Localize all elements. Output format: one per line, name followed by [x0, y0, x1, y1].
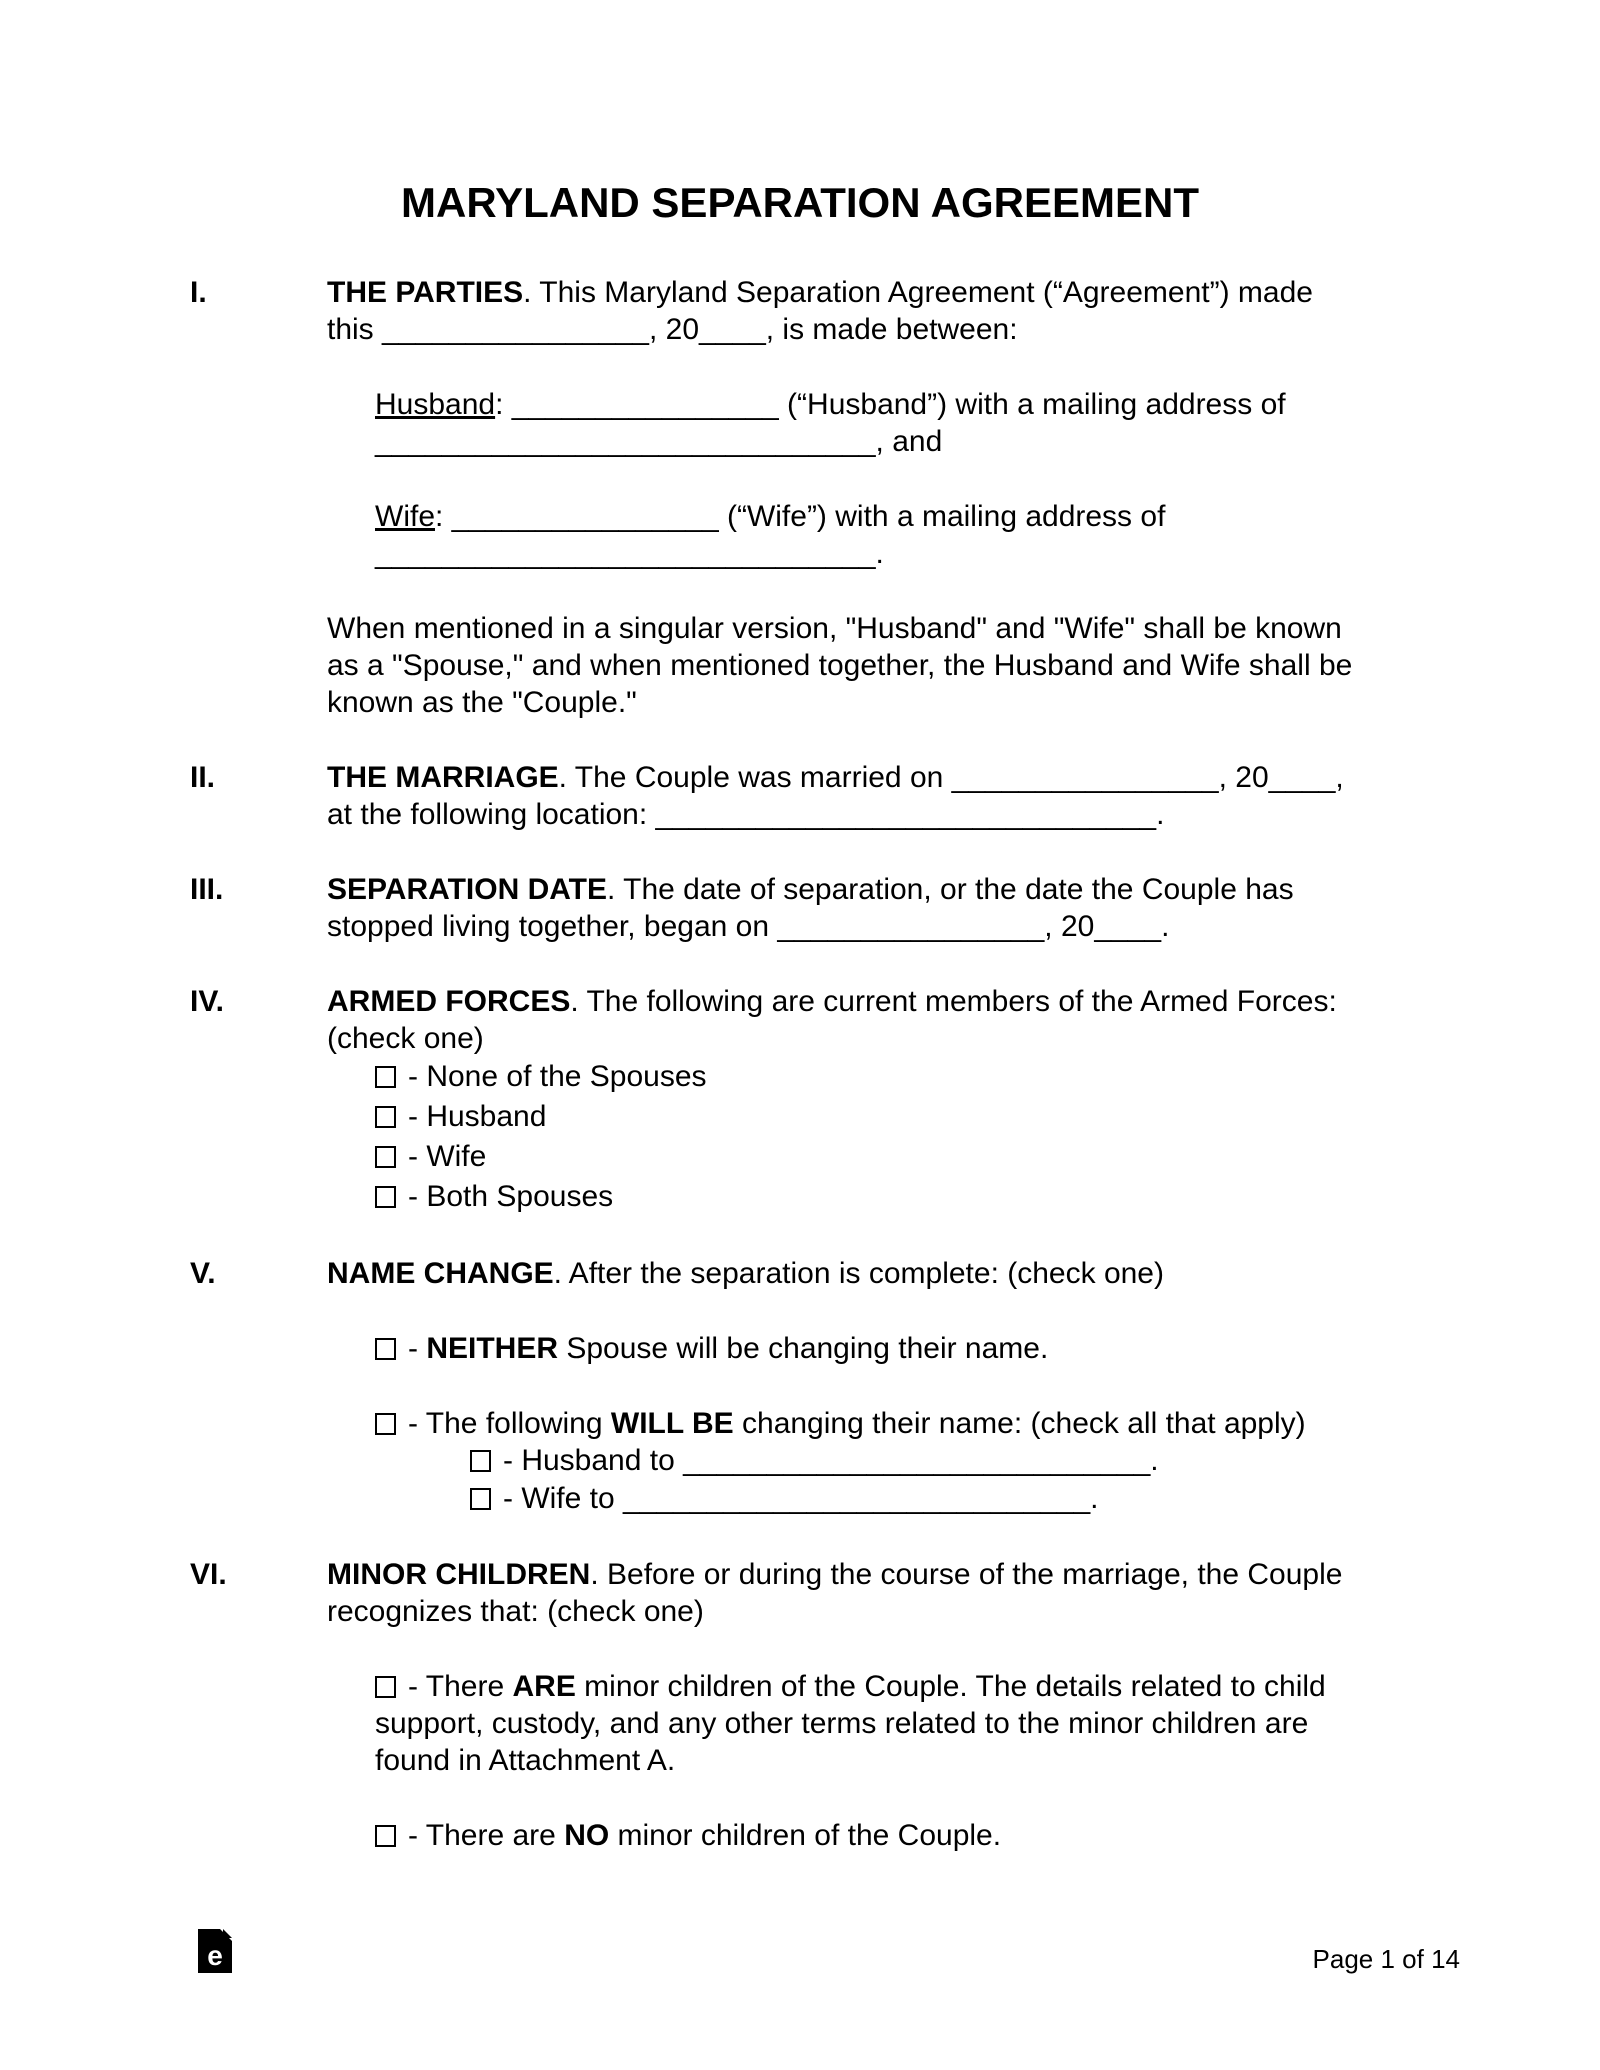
checkbox-icon[interactable] — [375, 1676, 396, 1698]
eforms-logo-letter: e — [207, 1940, 223, 1971]
name-change-line1: . After the separation is complete: (check one) — [553, 1257, 1164, 1290]
checkbox-icon[interactable] — [375, 1146, 396, 1168]
husband-label: Husband — [375, 388, 496, 421]
section-numeral-parties: I. — [190, 276, 207, 309]
spouse-note-line1: When mentioned in a singular version, "Husband" and "Wife" shall be known — [327, 612, 1342, 645]
armed-forces-option-both — [375, 1177, 1410, 1217]
armed-forces-heading: ARMED FORCES — [327, 985, 571, 1018]
armed-forces-option-both-label: - Both Spouses — [408, 1180, 614, 1213]
neither-bold: NEITHER — [426, 1332, 559, 1365]
checkbox-icon[interactable] — [375, 1413, 396, 1435]
parties-intro-line2: this ________________, 20____, is made between: — [327, 313, 1018, 346]
parties-intro-paragraph — [327, 274, 1410, 348]
marriage-line2: at the following location: ______________________________. — [327, 798, 1165, 831]
checkbox-icon[interactable] — [470, 1450, 491, 1472]
husband-clause-line2: ______________________________, and — [375, 425, 943, 458]
marriage-paragraph — [327, 759, 1410, 833]
minor-children-option-are — [375, 1668, 1410, 1779]
section-separation-date — [190, 871, 1410, 983]
marriage-line1: . The Couple was married on ________________, 20____, — [558, 761, 1344, 794]
checkbox-icon[interactable] — [375, 1338, 396, 1360]
are-line3: found in Attachment A. — [375, 1744, 676, 1777]
will-be-post: changing their name: (check all that apply) — [733, 1407, 1306, 1440]
wife-clause-line2: ______________________________. — [375, 537, 884, 570]
name-change-suboption-wife — [470, 1480, 1410, 1518]
no-post: minor children of the Couple. — [609, 1819, 1002, 1852]
separation-date-paragraph — [327, 871, 1410, 945]
name-change-paragraph — [327, 1255, 1410, 1292]
spouse-note-line2: as a "Spouse," and when mentioned together, the Husband and Wife shall be — [327, 649, 1353, 682]
armed-forces-option-none — [375, 1057, 1410, 1097]
name-change-option-neither — [375, 1330, 1410, 1367]
will-be-pre: - The following — [408, 1407, 611, 1440]
wife-clause-line1: : ________________ (“Wife”) with a mailing address of — [435, 500, 1166, 533]
section-minor-children — [190, 1556, 1410, 1892]
name-change-suboption-husband — [470, 1442, 1410, 1480]
no-pre: - There are — [408, 1819, 565, 1852]
are-line1-post: minor children of the Couple. The details related to child — [575, 1670, 1326, 1703]
minor-children-paragraph — [327, 1556, 1410, 1630]
page-number: Page 1 of 14 — [1312, 1944, 1460, 1974]
parties-heading: THE PARTIES — [327, 276, 524, 309]
section-marriage — [190, 759, 1410, 871]
no-bold: NO — [564, 1819, 610, 1852]
armed-forces-option-wife-label: - Wife — [408, 1140, 487, 1173]
minor-children-line2: recognizes that: (check one) — [327, 1595, 704, 1628]
husband-clause-line1: : ________________ (“Husband”) with a mailing address of — [495, 388, 1286, 421]
name-change-heading: NAME CHANGE — [327, 1257, 554, 1290]
section-numeral-armed-forces: IV. — [190, 985, 224, 1018]
name-change-option-will-be — [375, 1405, 1410, 1442]
are-bold: ARE — [512, 1670, 576, 1703]
parties-intro-line1: . This Maryland Separation Agreement (“Agreement”) made — [523, 276, 1313, 309]
checkbox-icon[interactable] — [375, 1066, 396, 1088]
armed-forces-line1: . The following are current members of the Armed Forces: — [570, 985, 1337, 1018]
marriage-heading: THE MARRIAGE — [327, 761, 559, 794]
armed-forces-option-none-label: - None of the Spouses — [408, 1060, 707, 1093]
husband-to-label: - Husband to ____________________________. — [503, 1444, 1159, 1477]
minor-children-option-no — [375, 1817, 1410, 1854]
section-numeral-name-change: V. — [190, 1257, 216, 1290]
are-line2: support, custody, and any other terms related to the minor children are — [375, 1707, 1309, 1740]
are-pre: - There — [408, 1670, 513, 1703]
husband-clause — [375, 386, 1410, 460]
armed-forces-option-husband-label: - Husband — [408, 1100, 547, 1133]
wife-to-label: - Wife to ____________________________. — [503, 1482, 1099, 1515]
separation-date-line2: stopped living together, began on ________________, 20____. — [327, 910, 1170, 943]
section-numeral-marriage: II. — [190, 761, 216, 794]
separation-date-heading: SEPARATION DATE — [327, 873, 608, 906]
neither-post: Spouse will be changing their name. — [558, 1332, 1049, 1365]
document-title: MARYLAND SEPARATION AGREEMENT — [401, 179, 1199, 226]
section-armed-forces — [190, 983, 1410, 1255]
eforms-logo — [198, 1929, 232, 1973]
checkbox-icon[interactable] — [375, 1186, 396, 1208]
checkbox-icon[interactable] — [470, 1488, 491, 1510]
minor-children-line1: . Before or during the course of the marriage, the Couple — [590, 1558, 1343, 1591]
section-numeral-minor-children: VI. — [190, 1558, 227, 1591]
section-parties — [190, 274, 1410, 759]
armed-forces-option-husband — [375, 1097, 1410, 1137]
wife-clause — [375, 498, 1410, 572]
section-name-change — [190, 1255, 1410, 1556]
spouse-definition-note — [327, 610, 1410, 721]
wife-label: Wife — [375, 500, 435, 533]
section-numeral-separation-date: III. — [190, 873, 224, 906]
armed-forces-line2: (check one) — [327, 1022, 484, 1055]
checkbox-icon[interactable] — [375, 1106, 396, 1128]
checkbox-icon[interactable] — [375, 1825, 396, 1847]
armed-forces-option-wife — [375, 1137, 1410, 1177]
armed-forces-options — [327, 1057, 1410, 1217]
minor-children-heading: MINOR CHILDREN — [327, 1558, 591, 1591]
spouse-note-line3: known as the "Couple." — [327, 686, 637, 719]
separation-date-line1: . The date of separation, or the date the Couple has — [607, 873, 1294, 906]
armed-forces-paragraph — [327, 983, 1410, 1057]
will-be-bold: WILL BE — [610, 1407, 734, 1440]
neither-pre: - — [408, 1332, 427, 1365]
